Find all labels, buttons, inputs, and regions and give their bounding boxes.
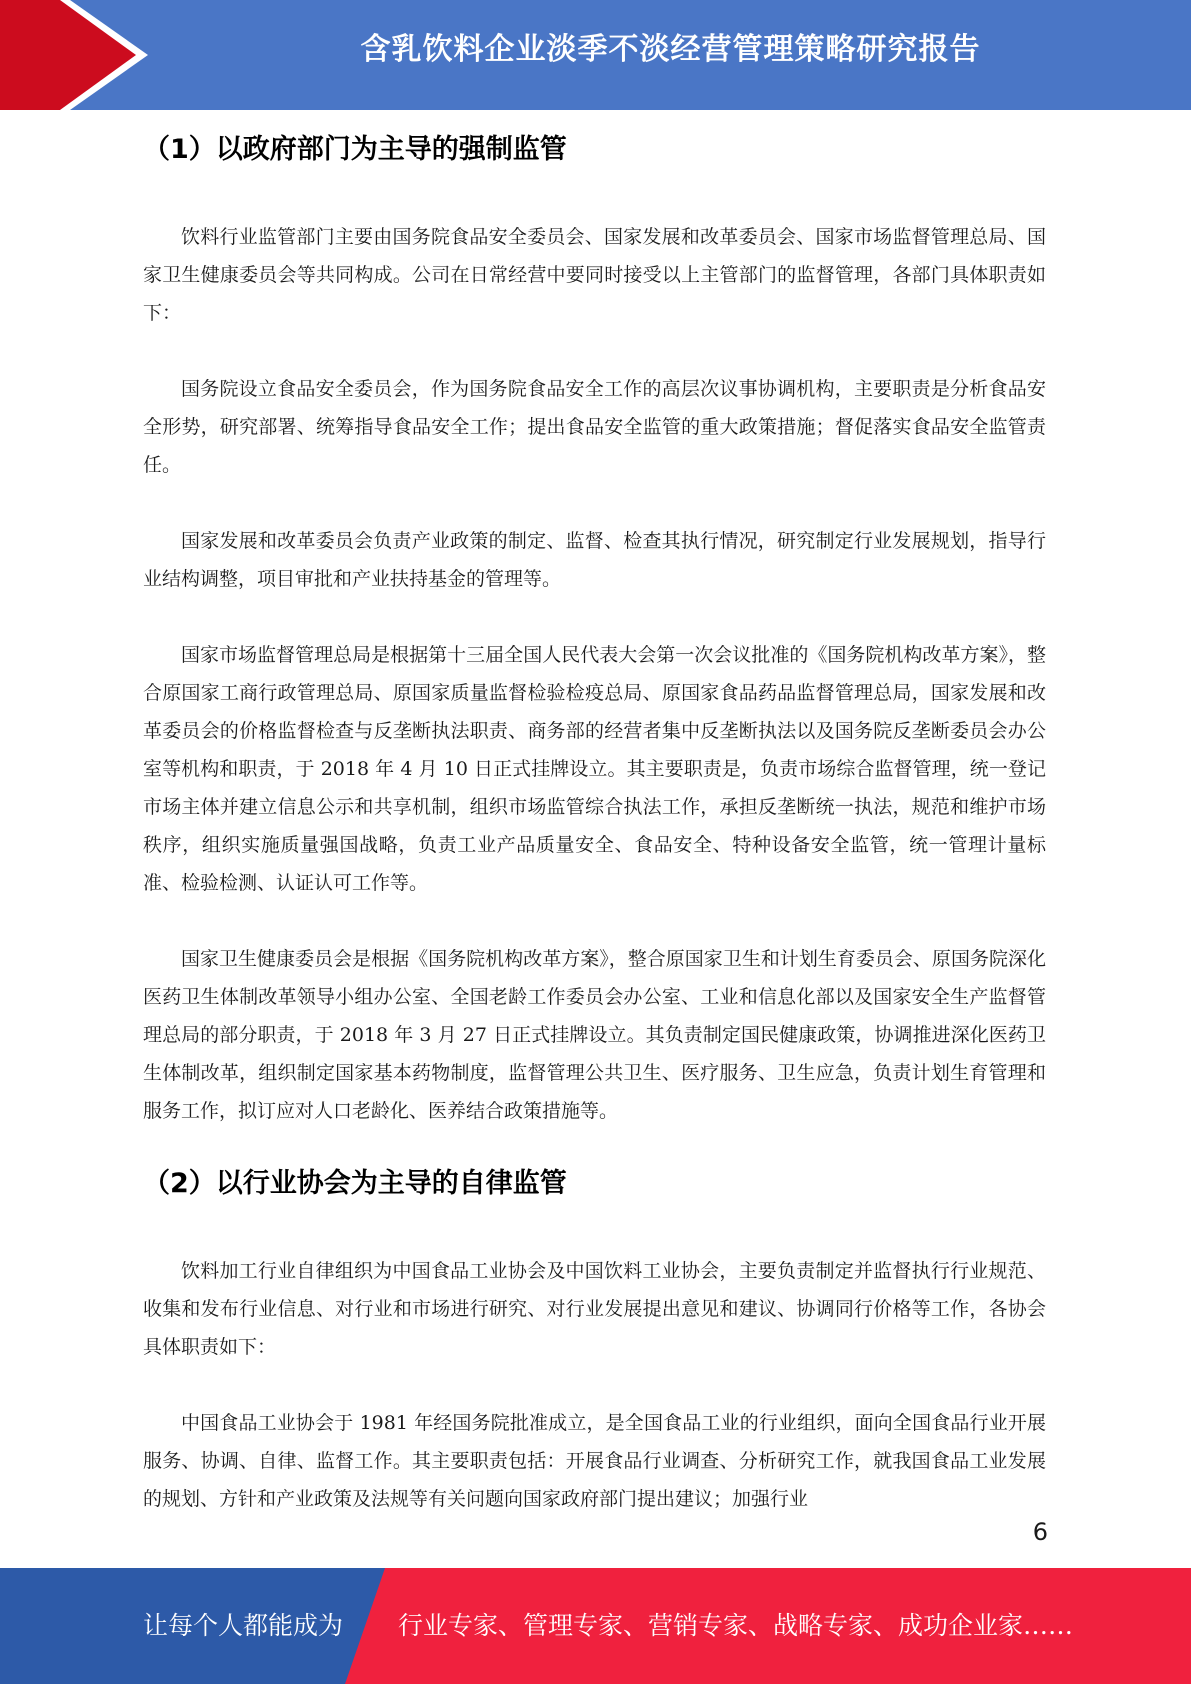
footer-slogan-right: 行业专家、管理专家、营销专家、战略专家、成功企业家……: [398, 1611, 1074, 1640]
header-chevron-graphic: [0, 0, 160, 110]
paragraph: 国家市场监督管理总局是根据第十三届全国人民代表大会第一次会议批准的《国务院机构改革方案》，整合原国家工商行政管理总局、原国家质量监督检验检疫总局、原国家食品药品监督管理总局，国家发展和改革委员会的价格监督检查与反垄断执法职责、商务部的经营者集中反垄断执法以及国务院反垄断委员会办公室等机构和职责，于 2018 年 4 月 10 日正式挂牌设立。其主要职责是，负责市场综合监督管理，统一登记市场主体并建立信息公示和共享机制，组织市场监管综合执法工作，承担反垄断统一执法，规范和维护市场秩序，组织实施质量强国战略，负责工业产品质量安全、食品安全、特种设备安全监管，统一管理计量标准、检验检测、认证认可工作等。: [143, 644, 1046, 894]
paragraph: 国家卫生健康委员会是根据《国务院机构改革方案》，整合原国家卫生和计划生育委员会、原国务院深化医药卫生体制改革领导小组办公室、全国老龄工作委员会办公室、工业和信息化部以及国家安全生产监督管理总局的部分职责，于 2018 年 3 月 27 日正式挂牌设立。其负责制定国民健康政策，协调推进深化医药卫生体制改革，组织制定国家基本药物制度，监督管理公共卫生、医疗服务、卫生应急，负责计划生育管理和服务工作，拟订应对人口老龄化、医养结合政策措施等。: [143, 948, 1046, 1122]
paragraph: 饮料加工行业自律组织为中国食品工业协会及中国饮料工业协会，主要负责制定并监督执行行业规范、收集和发布行业信息、对行业和市场进行研究、对行业发展提出意见和建议、协调同行价格等工作，各协会具体职责如下：: [143, 1260, 1046, 1358]
page-number: 6: [1032, 1518, 1048, 1546]
header-bar: [0, 0, 1191, 110]
paragraph: 国家发展和改革委员会负责产业政策的制定、监督、检查其执行情况，研究制定行业发展规划，指导行业结构调整，项目审批和产业扶持基金的管理等。: [143, 530, 1046, 590]
report-body: [143, 120, 1046, 1518]
paragraph: 中国食品工业协会于 1981 年经国务院批准成立，是全国食品工业的行业组织，面向全国食品行业开展服务、协调、自律、监督工作。其主要职责包括：开展食品行业调查、分析研究工作，就我国食品工业发展的规划、方针和产业政策及法规等有关问题向国家政府部门提出建议；加强行业: [143, 1412, 1046, 1510]
report-title: 含乳饮料企业淡季不淡经营管理策略研究报告: [360, 32, 981, 67]
footer-banner: [0, 1568, 1191, 1684]
footer-slogan-left: 让每个人都能成为: [143, 1611, 344, 1640]
section-heading-government: （1）以政府部门为主导的强制监管: [143, 134, 567, 165]
section-heading-association: （2）以行业协会为主导的自律监管: [143, 1168, 567, 1199]
paragraph: 国务院设立食品安全委员会，作为国务院食品安全工作的高层次议事协调机构，主要职责是分析食品安全形势，研究部署、统筹指导食品安全工作；提出食品安全监管的重大政策措施；督促落实食品安全监管责任。: [143, 378, 1046, 476]
paragraph: 饮料行业监管部门主要由国务院食品安全委员会、国家发展和改革委员会、国家市场监督管理总局、国家卫生健康委员会等共同构成。公司在日常经营中要同时接受以上主管部门的监督管理，各部门具体职责如下：: [143, 226, 1046, 324]
